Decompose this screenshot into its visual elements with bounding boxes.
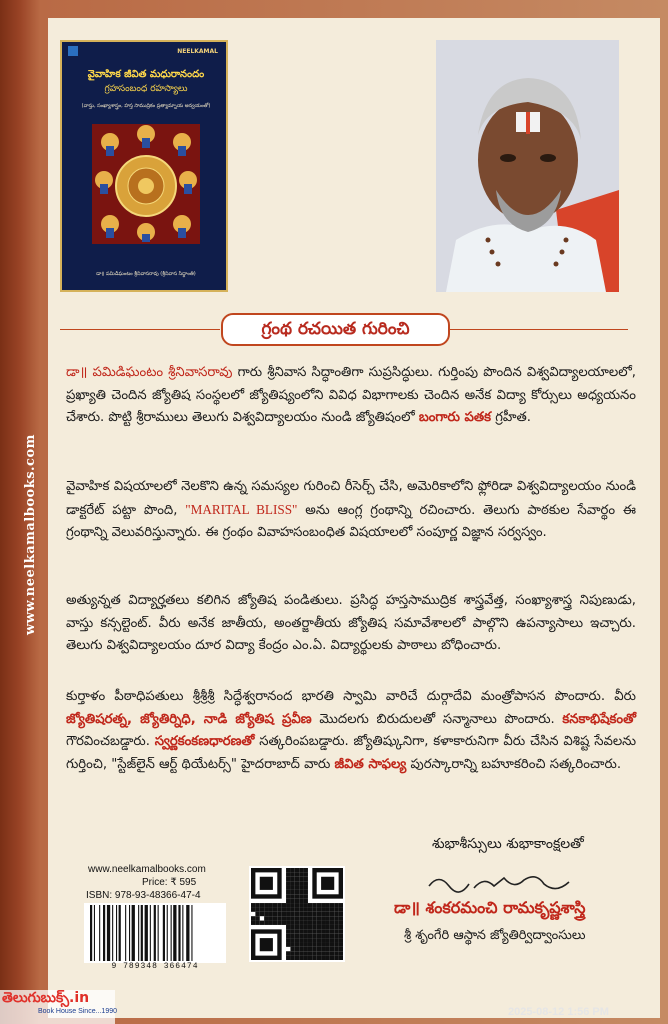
book-tagline: (వాస్తు, సంఖ్యాశాస్త్రం, హస్త సాముద్రికం ప్రత్యామ్నాయ అన్వయంతో) [81,103,211,109]
paragraph-text: వైవాహిక విషయాలలో నెలకొని ఉన్న సమస్యల గురించి రీసెర్చ్ చేసి, అమెరికాలోని ఫ్లోరిడా విశ్వవిద్యాలయం నుండి డాక్టరేట్ పట్టా పొంది, [66,479,636,518]
honor-kanakabhishekam: కనకాభిషేకంతో [562,711,636,727]
book-author: డా॥ పమిడిఘంటం శ్రీనివాసరావు (శ్రీనివాస సిద్ధాంతి) [96,271,196,277]
handwritten-signature [424,868,574,898]
author-name: డా॥ పమిడిఘంటం శ్రీనివాసరావు [66,365,233,380]
paragraph-text: హైదరాబాద్ వారు [236,756,335,772]
signatory-name: డా॥ శంకరమంచి రామకృష్ణశాస్త్రి [394,898,586,917]
book-publisher: NEELKAMAL [177,48,218,55]
signatory-title: శ్రీ శృంగేరి ఆస్థాన జ్యోతిర్విద్వాంసులు [404,928,586,943]
watermark-subtitle: Book House Since...1990 [38,1008,117,1015]
book-cover-thumbnail [60,40,228,292]
publisher-logo-icon [68,46,78,56]
paragraph-text: సత్కరింపబడ్డారు. జ్యోతిష్కునిగా, కళాకారునిగా వీరు చేసిన విశిష్ట సేవలను గుర్తించి, [66,734,637,772]
closing-greeting: శుభాశీస్సులు శుభాకాంక్షలతో [432,836,584,852]
section-heading: గ్రంథ రచయిత గురించి [221,313,450,346]
titles-highlight: జ్యోతిషరత్న, జ్యోతిర్నిధి, నాడి జ్యోతిష ప్రవీణ [66,711,312,727]
publisher-url: www.neelkamalbooks.com [88,864,206,875]
isbn-barcode [84,903,226,963]
paragraph-text: మొదలగు బిరుదులతో సన్మానాలు పొందారు. [311,711,563,727]
paragraph-expertise: అత్యున్నత విద్యార్హతలు కలిగిన జ్యోతిష పండితులు. ప్రసిద్ధ హస్తసాముద్రిక శాస్త్రవేత్త, సంఖ్యాశాస్త్ర నిపుణుడు, వాస్తు కన్సల్టెంట్. వీరు అనేక జాతీయ, అంతర్జాతీయ జ్యోతిష సమావేశాలలో పాల్గొని ఉపన్యాసాలు ఇచ్చారు. తెలుగు విశ్వవిద్యాలయం దూర విద్యా కేంద్రం ఎం.ఏ. విద్యార్థులకు పాఠాలు బోధించారు. [66,593,636,653]
spine-website-url: www.neelkamalbooks.com [23,434,38,635]
book-title-highlight: "MARITAL BLISS" [185,501,298,517]
gold-medal-text: బంగారు పతక [418,410,492,425]
book-subtitle: గ్రహసంబంధ రహస్యాలు [104,84,188,94]
paragraph-honors [66,686,636,776]
paragraph-education [66,362,636,430]
author-photo [436,40,619,292]
heading-rule-left [60,329,220,330]
paragraph-text: గ్రహీత. [491,410,532,425]
watermark-site: తెలుగుబుక్స్.in [2,990,90,1006]
qr-code [249,866,345,962]
barcode-digits: 9 789348 366474 [111,962,199,971]
zodiac-wheel-illustration [92,124,200,244]
author-portrait-image [436,40,619,292]
paragraph-text: కుర్తాళం పీఠాధిపతులు శ్రీశ్రీశ్రీ సిద్ధేశ్వరానంద భారతి స్వామి వారిచే దుర్గాదేవి మంత్రోపాసన పొందారు. వీరు [66,689,636,704]
honor-swarnakankanam: స్వర్ణకంకణధారణతో [154,734,255,749]
paragraph-text: గారు శ్రీనివాస సిద్ధాంతిగా సుప్రసిద్ధులు. గుర్తింపు పొందిన విశ్వవిద్యాలయాలలో, ప్రఖ్యాతి చెందిన జ్యోతిష సంస్థలలో జ్యోతిష్యంలోని వివిధ విభాగాలకు చెందిన అనేక విద్యా కోర్సులు అధ్యయనం చేశారు. పొట్టి శ్రీరాములు తెలుగు విశ్వవిద్యాలయం నుండి జ్యోతిషంలో [66,365,636,425]
book-title: వైవాహిక జీవిత మధురానందం [87,69,205,80]
lifetime-award-text: జీవిత సాఫల్య [334,756,407,772]
heading-rule-right [450,329,628,330]
organization-name: "స్టేజ్‌లైన్ ఆర్ట్ థియేటర్స్" [111,756,237,772]
price-label: Price: ₹ 595 [142,877,197,888]
paragraph-text: పురస్కారాన్ని బహూకరించి సత్కరించారు. [406,756,622,772]
paragraph-text: గౌరవించబడ్డారు. [66,734,155,749]
paragraph-research [66,476,636,545]
photo-timestamp: 2025-08-12 1:56 PM [508,1006,609,1018]
isbn-label: ISBN: 978-93-48366-47-4 [86,890,201,901]
paragraph-text: అను ఆంగ్ల గ్రంథాన్ని రచించారు. తెలుగు పాఠకుల సేవార్థం ఈ గ్రంథాన్ని వెలువరిస్తున్నారు. ఈ గ్రంథం వివాహసంబంధిత విషయాలలో సంపూర్ణ విజ్ఞాన సర్వస్వం. [66,502,637,540]
